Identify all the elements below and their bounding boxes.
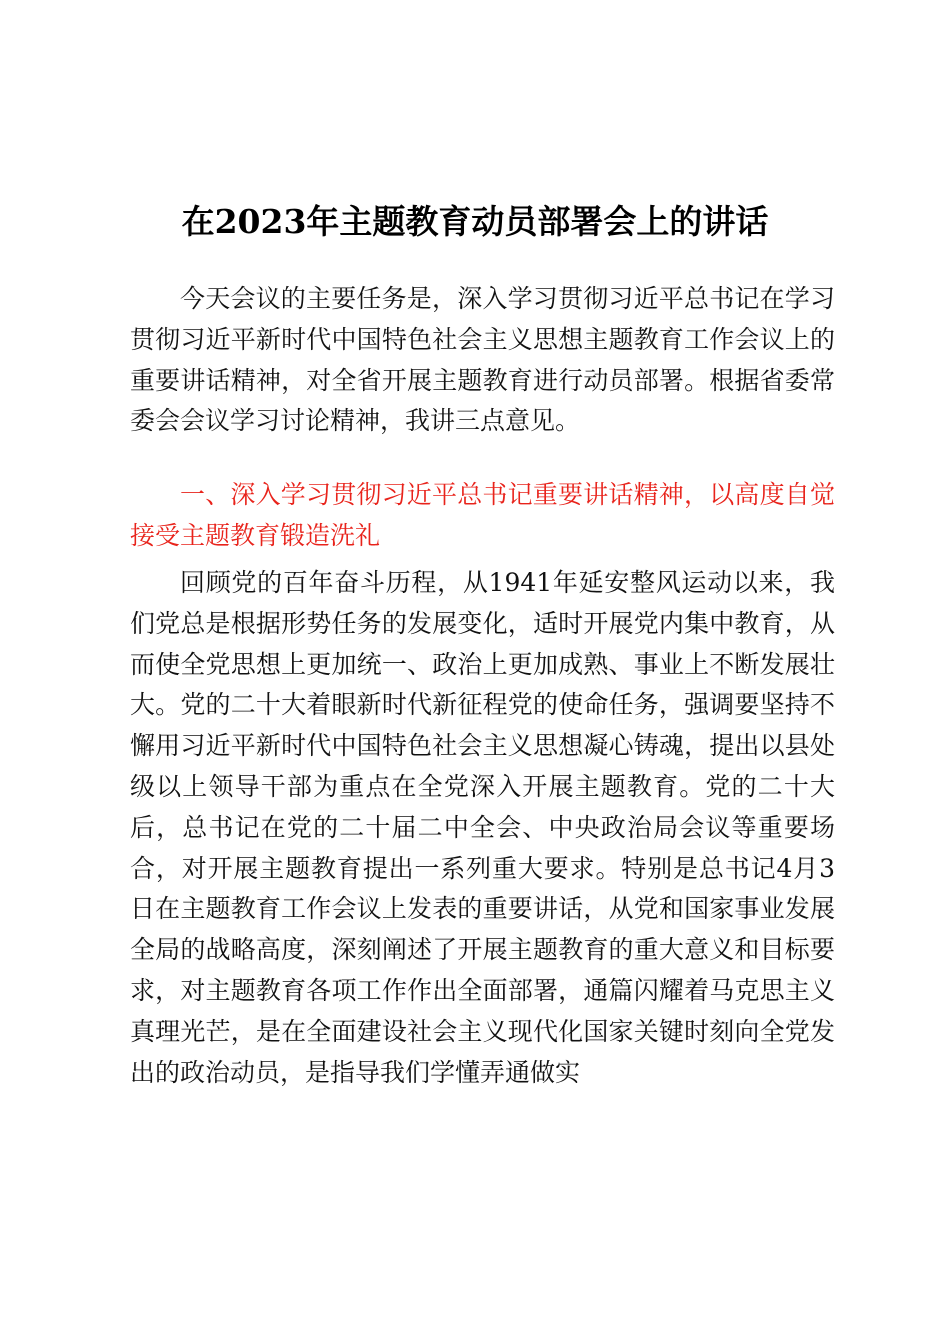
section-paragraph: 回顾党的百年奋斗历程，从1941年延安整风运动以来，我们党总是根据形势任务的发展变化，适时开展党内集中教育，从而使全党思想上更加统一、政治上更加成熟、事业上不断发展壮大。党的二十大着眼新时代新征程党的使命任务，强调要坚持不懈用习近平新时代中国特色社会主义思想凝心铸魂，提出以县处级以上领导干部为重点在全党深入开展主题教育。党的二十大后，总书记在党的二十届二中全会、中央政治局会议等重要场合，对开展主题教育提出一系列重大要求。特别是总书记4月3日在主题教育工作会议上发表的重要讲话，从党和国家事业发展全局的战略高度，深刻阐述了开展主题教育的重大意义和目标要求，对主题教育各项工作作出全面部署，通篇闪耀着马克思主义真理光芒，是在全面建设社会主义现代化国家关键时刻向全党发出的政治动员，是指导我们学懂弄通做实 (130, 568, 835, 1087)
section-heading: 一、深入学习贯彻习近平总书记重要讲话精神，以高度自觉接受主题教育锻造洗礼 (130, 480, 835, 550)
document-title: 在2023年主题教育动员部署会上的讲话 (181, 202, 769, 241)
intro-paragraph: 今天会议的主要任务是，深入学习贯彻习近平总书记在学习贯彻习近平新时代中国特色社会主义思想主题教育工作会议上的重要讲话精神，对全省开展主题教育进行动员部署。根据省委常委会会议学习讨论精神，我讲三点意见。 (130, 284, 835, 436)
